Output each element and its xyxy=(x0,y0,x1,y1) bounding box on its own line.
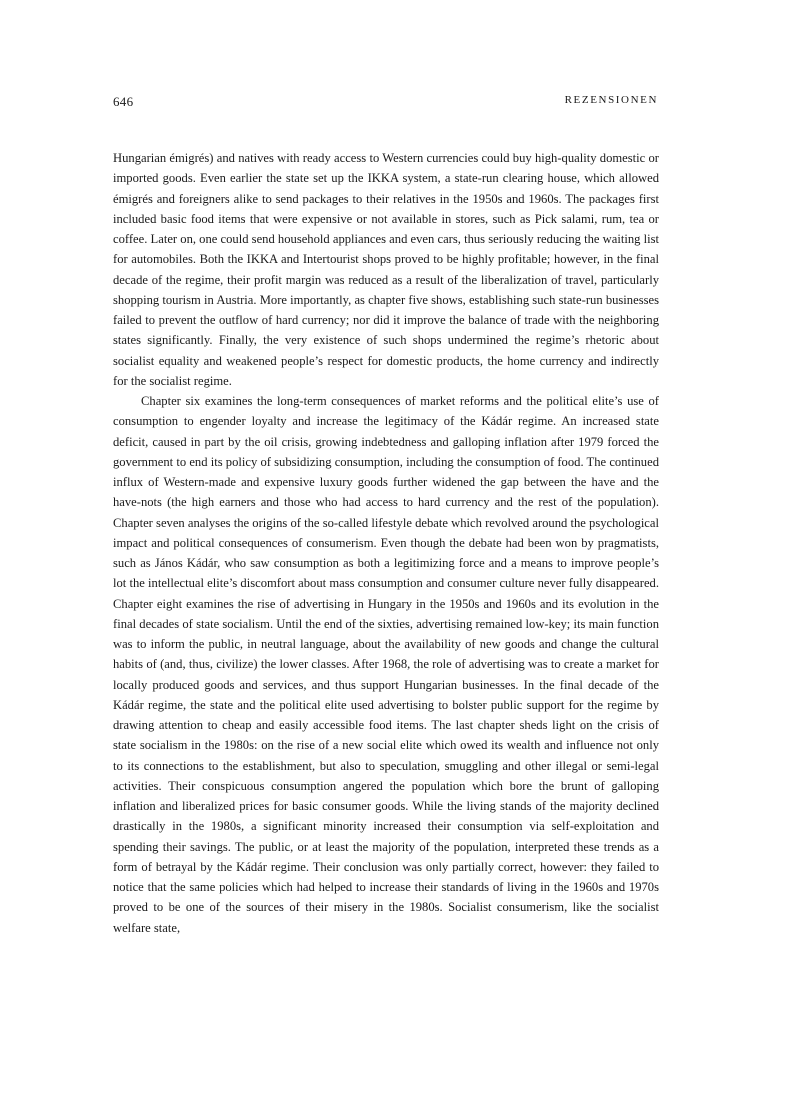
page-number: 646 xyxy=(113,94,134,109)
page-header xyxy=(113,94,658,114)
body-text xyxy=(113,148,659,938)
paragraph-continuation: Hungarian émigrés) and natives with ready access to Western currencies could buy high-quality domestic or imported goods. Even earlier the state set up the IKKA system, a state-run clearing house, which allowed émigrés and foreigners alike to send packages to their relatives in the 1950s and 1960s. The packages first included basic food items that were expensive or not available in stores, such as Pick salami, rum, tea or coffee. Later on, one could send household appliances and even cars, thus seriously reducing the waiting list for automobiles. Both the IKKA and Intertourist shops proved to be highly profitable; however, in the final decade of the regime, their profit margin was reduced as a result of the liberalization of travel, particularly shopping tourism in Austria. More importantly, as chapter five shows, establishing such state-run businesses failed to prevent the outflow of hard currency; nor did it improve the balance of trade with the neighboring states significantly. Finally, the very existence of such shops undermined the regime’s rhetoric about socialist equality and weakened people’s respect for domestic products, the home currency and indirectly for the socialist regime. xyxy=(113,151,659,388)
running-head: REZENSIONEN xyxy=(564,94,658,106)
paragraph-chapters-six-to-last: Chapter six examines the long-term consequences of market reforms and the political elite’s use of consumption to engender loyalty and increase the legitimacy of the Kádár regime. An increased state deficit, caused in part by the oil crisis, growing indebtedness and galloping inflation after 1979 forced the government to end its policy of subsidizing consumption, including the consumption of food. The continued influx of Western-made and expensive luxury goods further widened the gap between the have and the have-nots (the high earners and those who had access to hard currency and the rest of the population). Chapter seven analyses the origins of the so-called lifestyle debate which revolved around the psychological impact and political consequences of consumerism. Even though the debate had been won by pragmatists, such as János Kádár, who saw consumption as both a legitimizing force and a means to improve people’s lot the intellectual elite’s discomfort about mass consumption and consumer culture never fully disappeared. Chapter eight examines the rise of advertising in Hungary in the 1950s and 1960s and its evolution in the final decades of state socialism. Until the end of the sixties, advertising remained low-key; its main function was to inform the public, in neutral language, about the availability of new goods and change the cultural habits of (and, thus, civilize) the lower classes. After 1968, the role of advertising was to create a market for locally produced goods and services, and thus support Hungarian businesses. In the final decade of the Kádár regime, the state and the political elite used advertising to bolster public support for the regime by drawing attention to cheap and easily accessible food items. The last chapter sheds light on the crisis of state socialism in the 1980s: on the rise of a new social elite which owed its wealth and influence not only to its connections to the establishment, but also to speculation, smuggling and other illegal or semi-legal activities. Their conspicuous consumption angered the population which bore the brunt of galloping inflation and liberalized prices for basic consumer goods. While the living stands of the majority declined drastically in the 1980s, a significant minority increased their consumption via self-exploitation and spending their savings. The public, or at least the majority of the population, interpreted these trends as a form of betrayal by the Kádár regime. Their conclusion was only partially correct, however: they failed to notice that the same policies which had helped to increase their standards of living in the 1960s and 1970s proved to be one of the sources of their misery in the 1980s. Socialist consumerism, like the socialist welfare state, xyxy=(113,394,659,935)
